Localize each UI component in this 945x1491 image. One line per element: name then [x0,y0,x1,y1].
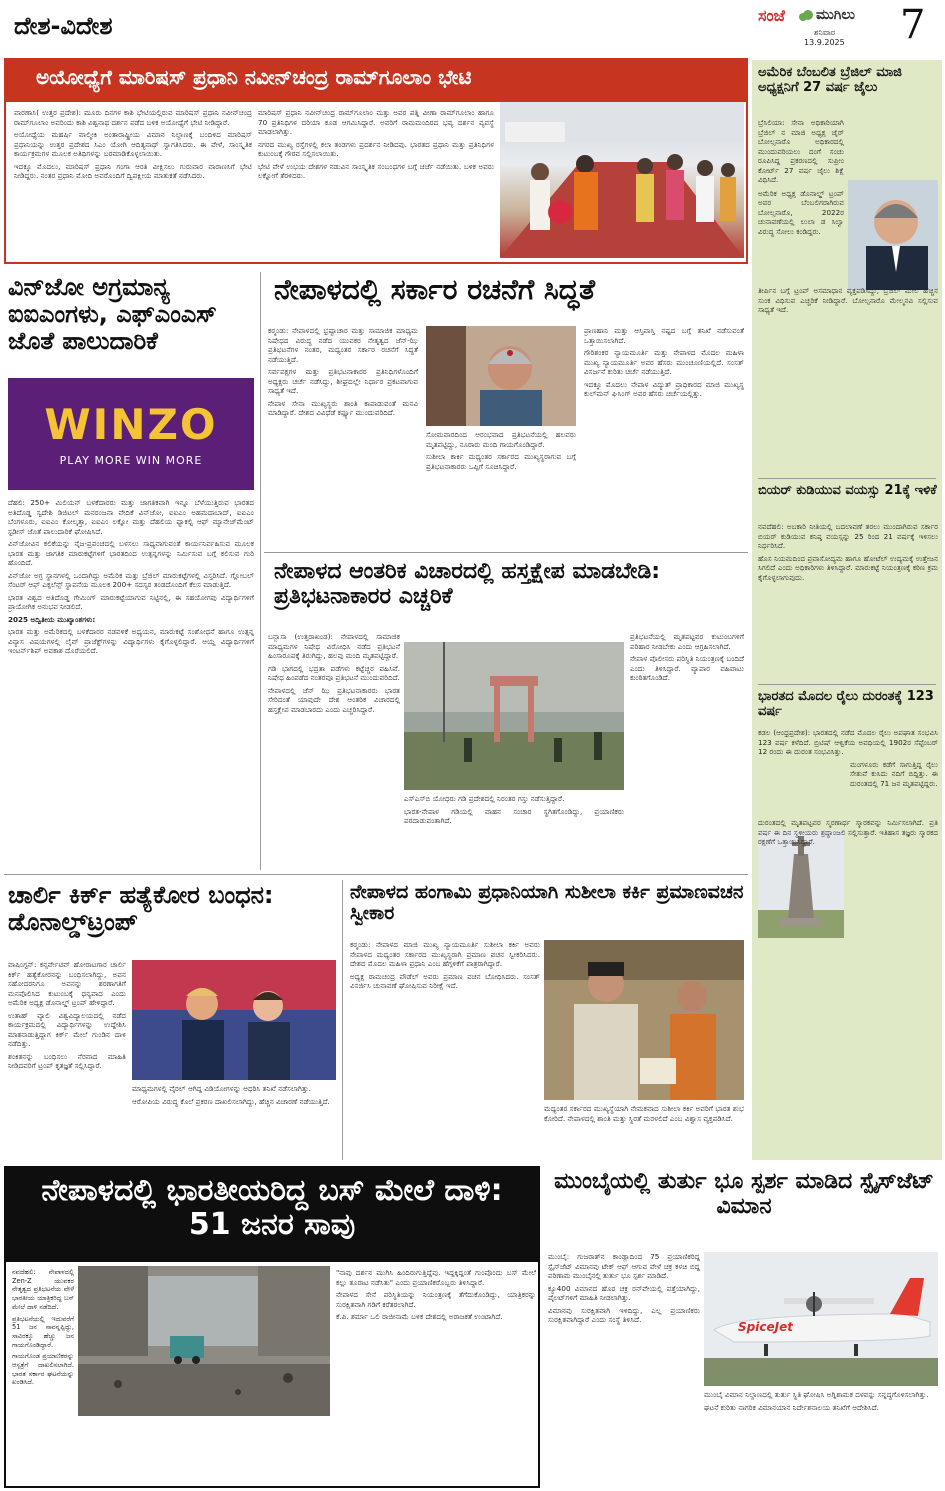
nepal-protest-para: ಭಾರತ-ನೇಪಾಳ ಗಡಿಯಲ್ಲಿ ವಾಹನ ಸಂಚಾರ ಸ್ಥಗಿತಗೊಂಡಿದ್ದು, ಪ್ರಯಾಣಿಕರು ಪರದಾಡುವಂತಾಗಿದೆ. [404,806,624,825]
lead-para: ಇದಕ್ಕೂ ಮೊದಲು, ಮಾರಿಷಸ್ ಪ್ರಧಾನಿ ಗಂಗಾ ಆರತಿ ವೀಕ್ಷಿಸಲು ಗುರುವಾರ ವಾರಾಣಸಿಗೆ ಭೇಟಿ ನೀಡಿದ್ದರು. ನಂತರ ಪ್ರಧಾನಿ ಮೋದಿ ಅವರೊಂದಿಗೆ ದ್ವಿಪಕ್ಷೀಯ ಮಾತುಕತೆ ನಡೆಸಿದರು. [14,161,252,180]
spicejet-para: ಕ್ಯೂ400 ವಿಮಾನದ ಹೊರ ಚಕ್ರ ರನ್‌ವೇಯಲ್ಲಿ ಪತ್ತೆಯಾಗಿದ್ದು, ಪೈಲಟ್‌ಗಳಿಗೆ ಮಾಹಿತಿ ನೀಡಲಾಗಿತ್ತು. [548,1283,700,1302]
nepal-govt-col-1 [268,326,418,546]
nepal-govt-headline: ನೇಪಾಳದಲ್ಲಿ ಸರ್ಕಾರ ರಚನೆಗೆ ಸಿದ್ಧತೆ [274,274,596,306]
section-divider [264,552,748,553]
sushila-para: ಮಧ್ಯಂತರ ಸರ್ಕಾರದ ಮುಖ್ಯಸ್ಥೆಯಾಗಿ ನೇಮಕವಾದ ಸುಶೀಲಾ ಕರ್ಕಿ ಅವರಿಗೆ ಭಾರತ ಶುಭ ಕೋರಿದೆ. ನೇಪಾಳದಲ್ಲಿ ಶಾಂತಿ ಮತ್ತು ಸ್ಥಿರತೆ ಮರಳಲಿದೆ ಎಂಬ ವಿಶ್ವಾಸ ವ್ಯಕ್ತಪಡಿಸಿದೆ. [544,1104,744,1123]
lead-headline: ಅಯೋಧ್ಯೆಗೆ ಮಾರಿಷಸ್ ಪ್ರಧಾನಿ ನವೀನ್‌ಚಂದ್ರ ರಾಮ್‌ಗೂಲಾಂ ಭೇಟಿ [36,66,472,89]
charlie-story [4,878,340,1162]
winzo-body [8,498,254,868]
nepal-govt-para: ಸೋಮವಾರದಿಂದ ಆರಂಭವಾದ ಪ್ರತಿಭಟನೆಯಲ್ಲಿ ಹಲವರು ಮೃತಪಟ್ಟಿದ್ದು, ನೂರಾರು ಮಂದಿ ಗಾಯಗೊಂಡಿದ್ದಾರೆ. [426,430,576,449]
nepal-govt-col-3 [584,326,744,546]
sidebar-para: ತೀರ್ಪಿನ ಬಗ್ಗೆ ಟ್ರಂಪ್ ಅಸಮಾಧಾನ ವ್ಯಕ್ತಪಡಿಸಿದ್ದು, ಬ್ರೆಜಿಲ್ ಮೇಲೆ ಹೆಚ್ಚಿನ ಸುಂಕ ವಿಧಿಸುವ ಎಚ್ಚರಿಕೆ ನೀಡಿದ್ದಾರೆ. ಬೋಲ್ಸನಾರೊ ಮೇಲ್ಮನವಿ ಸಲ್ಲಿಸುವ ಸಾಧ್ಯತೆ ಇದೆ. [758,286,938,314]
nepal-govt-col-2 [426,430,576,546]
winzo-logo-text: WINZO [44,400,218,449]
lead-col-1 [14,108,252,258]
section-title: ದೇಶ-ವಿದೇಶ [14,12,113,40]
winzo-logo [8,378,254,490]
trump-kirk-photo [132,960,336,1080]
sidebar-headline-brazil: ಅಮೆರಿಕ ಬೆಂಬಲಿತ ಬ್ರೆಜಿಲ್ ಮಾಜಿ ಅಧ್ಯಕ್ಷನಿಗೆ 27 ವರ್ಷ ಜೈಲು [758,66,902,95]
winzo-para: ವಿನ್‌ಜೋವಿನ ಕಲಿಕೆಯನ್ನು ನೈಜ-ಪ್ರಪಂಚದಲ್ಲಿ ಬಳಸಲು ಸಾಧ್ಯವಾಗುವಂತೆ ಕಾರ್ಯನಿರ್ವಹಿಸುವ ಮೂಲಕ ಭಾರತ ಮತ್ತು ಜಾಗತಿಕ ಮಾರುಕಟ್ಟೆಗಳಿಗೆ ಭಾರತದಿಂದ ಉತ್ಪನ್ನಗಳನ್ನು ನಿರ್ಮಿಸುವ ಬಗ್ಗೆ ಕಲಿಸುವ ಗುರಿ ಹೊಂದಿದೆ. [8,539,254,567]
nepal-govt-para: ಸುಶೀಲಾ ಕಾರ್ಕಿ ಮಧ್ಯಂತರ ಸರ್ಕಾರದ ಮುಖ್ಯಸ್ಥರಾಗುವ ಬಗ್ಗೆ ಪ್ರತಿಭಟನಾಕಾರರು ಒಪ್ಪಿಗೆ ಸೂಚಿಸಿದ್ದಾರೆ. [426,452,576,471]
page-number: 7 [900,2,926,48]
bus-para: ಪ್ರತಿಭಟನೆಯಲ್ಲಿ ಇದುವರೆಗೆ 51 ಜನ ಸಾವನ್ನಪ್ಪಿದ್ದು, ಸಾವಿರಕ್ಕೂ ಹೆಚ್ಚು ಜನ ಗಾಯಗೊಂಡಿದ್ದಾರೆ. [12,1314,74,1349]
sidebar-divider [758,478,936,479]
bus-para: ನೇಪಾಳದ ಸೇನೆ ಪರಿಸ್ಥಿತಿಯನ್ನು ನಿಯಂತ್ರಣಕ್ಕೆ ತೆಗೆದುಕೊಂಡಿದ್ದು, ಯಾತ್ರಿಕರನ್ನು ಸುರಕ್ಷಿತವಾಗಿ ಗಡಿಗೆ ಕರೆತರಲಾಗಿದೆ. [336,1290,536,1309]
spicejet-para: ಘಟನೆ ಕುರಿತು ನಾಗರಿಕ ವಿಮಾನಯಾನ ನಿರ್ದೇಶನಾಲಯ ತನಿಖೆಗೆ ಆದೇಶಿಸಿದೆ. [704,1402,879,1412]
nepal-protest-col-2 [404,794,624,868]
winzo-story [4,270,256,870]
nepal-protest-para: ನೇಪಾಳ ಪೊಲೀಸರು ಪರಿಸ್ಥಿತಿ ನಿಯಂತ್ರಣಕ್ಕೆ ಬಂದಿದೆ ಎಂದು ತಿಳಿಸಿದ್ದಾರೆ. ವ್ಯಾಪಾರ ವಹಿವಾಟು ಕುಂಠಿತಗೊಂಡಿದೆ. [630,654,744,682]
nepal-govt-para: ಇದಕ್ಕೂ ಮೊದಲು ನೇಪಾಳ ವಿದ್ಯುತ್ ಪ್ರಾಧಿಕಾರದ ಮಾಜಿ ಮುಖ್ಯಸ್ಥ ಕುಲ್‌ಮನ್ ಘಿಸಿಂಗ್ ಅವರ ಹೆಸರು ಚರ್ಚೆಯಲ್ಲಿತ್ತು. [584,379,744,398]
sidebar-para: ಬ್ರೆಸಿಲಿಯಾ: ಸೇನಾ ಅಧಿಕಾರಿಯಾಗಿ ಬ್ರೆಜಿಲ್ ನ ಮಾಜಿ ಅಧ್ಯಕ್ಷ ಜೈರ್ ಬೋಲ್ಸನಾರೊ ಅಧಿಕಾರದಲ್ಲಿ ಮುಂದುವರಿಯಲು ದಂಗೆ ಸಂಚು ರೂಪಿಸಿದ್ದ ಪ್ರಕರಣದಲ್ಲಿ ಸುಪ್ರೀಂ ಕೋರ್ಟ್ 27 ವರ್ಷ ಜೈಲು ಶಿಕ್ಷೆ ವಿಧಿಸಿದೆ. [758,118,844,184]
bus-para: "ನಾವು ದರ್ಶನ ಮುಗಿಸಿ ಹಿಂದಿರುಗುತ್ತಿದ್ದೆವು. ಇದ್ದಕ್ಕಿದ್ದಂತೆ ಗುಂಪೊಂದು ಬಸ್ ಮೇಲೆ ಕಲ್ಲು ತೂರಾಟ ನಡೆಸಿತು" ಎಂದು ಪ್ರಯಾಣಿಕರೊಬ್ಬರು ತಿಳಿಸಿದ್ದಾರೆ. [336,1268,536,1287]
sidebar-headline-rail: ಭಾರತದ ಮೊದಲ ರೈಲು ದುರಂತಕ್ಕೆ 123 ವರ್ಷ [758,690,934,719]
spicejet-plane-photo [704,1252,938,1386]
spicejet-col-2 [704,1390,938,1484]
spicejet-para: ಮುಂಬೈ ವಿಮಾನ ನಿಲ್ದಾಣದಲ್ಲಿ ತುರ್ತು ಸ್ಥಿತಿ ಘೋಷಿಸಿ ಅಗ್ನಿಶಾಮಕ ದಳವನ್ನು ಸನ್ನದ್ಧಗೊಳಿಸಲಾಗಿತ್ತು. [704,1390,929,1399]
bus-col-2 [336,1268,536,1482]
sushila-karki-photo [426,326,576,426]
lead-col-2 [258,108,494,258]
charlie-para: ಆರೋಪಿಯ ವಿರುದ್ಧ ಕೊಲೆ ಪ್ರಕರಣ ದಾಖಲಿಸಲಾಗಿದ್ದು, ಹೆಚ್ಚಿನ ವಿಚಾರಣೆ ನಡೆಯುತ್ತಿದೆ. [132,1096,330,1106]
issue-date: 13.9.2025 [804,38,845,47]
sushila-headline: ನೇಪಾಳದ ಹಂಗಾಮಿ ಪ್ರಧಾನಿಯಾಗಿ ಸುಶೀಲಾ ಕರ್ಕಿ ಪ್ರಮಾಣವಚನ ಸ್ವೀಕಾರ [350,882,744,925]
sidebar-divider [758,684,936,685]
page-header [0,0,945,55]
oath-ceremony-photo [544,940,744,1100]
kathmandu-street-photo [78,1266,330,1416]
sidebar-body-rail [758,728,938,1158]
winzo-para: ವಿನ್‌ಜೋ ಅಗ್ರ ಸ್ಥಾನಗಳಲ್ಲಿ ಒಂದಾಗಿದ್ದು ಅಮೆರಿಕ ಮತ್ತು ಬ್ರೆಜಿಲ್ ಮಾರುಕಟ್ಟೆಗಳಲ್ಲಿ ವಿಸ್ತರಿಸಿದೆ. ಗ್ಲೋಬಲ್ ಸೆಂಟರ್ ಆಫ್ ಎಕ್ಸಲೆನ್ಸ್ ಸ್ಥಾಪನೆಯ ಮೂಲಕ 200+ ಸದಸ್ಯರ ತಂಡದೊಂದಿಗೆ ಕೆಲಸ ಮಾಡುತ್ತಿದೆ. [8,570,254,589]
bus-para: ಕೆ.ಪಿ. ಶರ್ಮಾ ಒಲಿ ರಾಜೀನಾಮೆ ಬಳಿಕ ದೇಶದಲ್ಲಿ ಅರಾಜಕತೆ ಉಂಟಾಗಿದೆ. [336,1312,503,1321]
charlie-para: ಉತಾಹ್ ವ್ಯಾಲಿ ವಿಶ್ವವಿದ್ಯಾಲಯದಲ್ಲಿ ನಡೆದ ಕಾರ್ಯಕ್ರಮದಲ್ಲಿ ವಿದ್ಯಾರ್ಥಿಗಳನ್ನು ಉದ್ದೇಶಿಸಿ ಮಾತನಾಡುತ್ತಿದ್ದಾಗ ಕಿರ್ಕ್ ಮೇಲೆ ಗುಂಡಿನ ದಾಳಿ ನಡೆದಿತ್ತು. [8,1010,126,1048]
right-sidebar [752,60,942,1160]
nepal-govt-para: ನೇಪಾಳ ಸೇನಾ ಮುಖ್ಯಸ್ಥರು ಶಾಂತಿ ಕಾಪಾಡುವಂತೆ ಮನವಿ ಮಾಡಿದ್ದಾರೆ. ದೇಶದ ವಿವಿಧೆಡೆ ಕರ್ಫ್ಯೂ ಮುಂದುವರಿದಿದೆ. [268,398,418,417]
nepal-govt-para: ಗೌರಿಶಂಕರ ನ್ಯಾಯಮೂರ್ತಿ ಮತ್ತು ನೇಪಾಳದ ಮೊದಲ ಮಹಿಳಾ ಮುಖ್ಯ ನ್ಯಾಯಮೂರ್ತಿ ಅವರ ಹೆಸರು ಮುಂಚೂಣಿಯಲ್ಲಿದೆ. ಸಂಸತ್ ವಿಸರ್ಜನೆ ಕುರಿತು ಚರ್ಚೆ ನಡೆಯುತ್ತಿದೆ. [584,348,744,376]
charlie-headline: ಚಾರ್ಲಿ ಕಿರ್ಕ್ ಹತ್ಯೆಕೋರ ಬಂಧನ: ಡೊನಾಲ್ಡ್‌ಟ್ರಂಪ್ [8,882,274,936]
border-gate-photo [404,642,624,790]
charlie-col-2 [132,1084,336,1158]
sidebar-headline-beer: ಬಿಯರ್ ಕುಡಿಯುವ ವಯಸ್ಸು 21ಕ್ಕೆ ಇಳಿಕೆ [758,484,937,498]
winzo-tagline: PLAY MORE WIN MORE [59,454,203,467]
nepal-govt-story [264,270,748,550]
bus-para: ಗಾಯಗೊಂಡ ಪ್ರಯಾಣಿಕರನ್ನು ಆಸ್ಪತ್ರೆಗೆ ದಾಖಲಿಸಲಾಗಿದೆ. ಭಾರತ ಸರ್ಕಾರ ಘಟನೆಯನ್ನು ಖಂಡಿಸಿದೆ. [12,1352,74,1387]
lead-story [4,102,748,264]
lead-photo-ayodhya-welcome [500,102,744,258]
winzo-headline: ವಿನ್‌ಜೋ ಅಗ್ರಮಾನ್ಯ ಐಐಎಂಗಳು, ಎಫ್‌ಎಂಎಸ್ ಜೊತೆ ಪಾಲುದಾರಿಕೆ [8,274,217,355]
nepal-govt-para: ಕಠ್ಮಂಡು: ನೇಪಾಳದಲ್ಲಿ ಭ್ರಷ್ಟಾಚಾರ ಮತ್ತು ಸಾಮಾಜಿಕ ಮಾಧ್ಯಮ ನಿಷೇಧದ ವಿರುದ್ಧ ನಡೆದ ಯುವಕರ ನೇತೃತ್ವದ ಜೆನ್-ಝಿ ಪ್ರತಿಭಟನೆಗಳ ನಂತರ, ಮಧ್ಯಂತರ ಸರ್ಕಾರ ರಚನೆಗೆ ಸಿದ್ಧತೆ ನಡೆಯುತ್ತಿದೆ. [268,326,418,364]
sushila-col-2 [544,1104,744,1158]
lead-para: ಭೇಟಿ ವೇಳೆ ಉಭಯ ದೇಶಗಳ ನಡುವಿನ ಸಾಂಸ್ಕೃತಿಕ ಸಂಬಂಧಗಳ ಬಗ್ಗೆ ಚರ್ಚೆ ನಡೆಯಿತು. ಬಳಿಕ ಅವರು ಲಕ್ನೋಗೆ ತೆರಳಿದರು. [258,161,494,180]
column-divider [342,880,343,1160]
nepal-govt-para: ಪ್ರಾಣಹಾನಿ ಮತ್ತು ಆಸ್ತಿಪಾಸ್ತಿ ನಷ್ಟದ ಬಗ್ಗೆ ತನಿಖೆ ನಡೆಸುವಂತೆ ಒತ್ತಾಯಿಸಲಾಗಿದೆ. [584,326,744,345]
sidebar-para: ಅಮೆರಿಕ ಅಧ್ಯಕ್ಷ ಡೊನಾಲ್ಡ್ ಟ್ರಂಪ್ ಅವರ ಬೆಂಬಲಿಗರಾಗಿರುವ ಬೋಲ್ಸನಾರೊ, 2022ರ ಚುನಾವಣೆಯಲ್ಲಿ ಲುಲಾ ಡ ಸಿಲ್ವಾ ವಿರುದ್ಧ ಸೋಲು ಕಂಡಿದ್ದರು. [758,188,844,236]
sushila-col-1 [350,940,540,1158]
spicejet-para: ಮುಂಬೈ: ಗುಜರಾತ್‌ನ ಕಾಂಡ್ಲಾದಿಂದ 75 ಪ್ರಯಾಣಿಕರಿದ್ದ ಸ್ಪೈಸ್‌ಜೆಟ್ ವಿಮಾನವು ಟೇಕ್ ಆಫ್ ಆಗುವ ವೇಳೆ ಚಕ್ರ ಕಳಚಿ ಬಿದ್ದ ಪರಿಣಾಮ ಮುಂಬೈನಲ್ಲಿ ತುರ್ತು ಭೂ ಸ್ಪರ್ಶ ಮಾಡಿದೆ. [548,1252,700,1280]
charlie-para: ಮಾಧ್ಯಮಗಳಲ್ಲಿ ವೈರಲ್ ಆಗಿದ್ದ ವಿಡಿಯೋಗಳನ್ನು ಆಧರಿಸಿ ತನಿಖೆ ನಡೆಸಲಾಗಿತ್ತು. [132,1084,311,1093]
bus-col-1 [12,1268,74,1482]
nepal-protest-col-3 [630,632,744,868]
masthead [758,6,900,50]
winzo-subhead: 2025 ಅದ್ವಿತೀಯ ಮುಖ್ಯಾಂಶಗಳು: [8,614,96,624]
charlie-para: ಶಂಕಿತನನ್ನು ಬಂಧಿಸಲು ನೆರವಾದ ಮಾಹಿತಿ ನೀಡಿದವರಿಗೆ ಟ್ರಂಪ್ ಕೃತಜ್ಞತೆ ಸಲ್ಲಿಸಿದ್ದಾರೆ. [8,1051,126,1070]
lead-para: ಅಯೋಧ್ಯೆಯ ಮಹರ್ಷಿ ವಾಲ್ಮೀಕಿ ಅಂತಾರಾಷ್ಟ್ರೀಯ ವಿಮಾನ ನಿಲ್ದಾಣಕ್ಕೆ ಬಂದಿಳಿದ ಮಾರಿಷಸ್ ಪ್ರಧಾನಿಯನ್ನು ಉತ್ತರ ಪ್ರದೇಶದ ಸಿಎಂ ಯೋಗಿ ಆದಿತ್ಯನಾಥ್ ಸ್ವಾಗತಿಸಿದರು. ಈ ವೇಳೆ, ಸಾಂಸ್ಕೃತಿಕ ಕಾರ್ಯಕ್ರಮಗಳ ಮೂಲಕ ಅತಿಥಿಗಳನ್ನು ಬರಮಾಡಿಕೊಳ್ಳಲಾಯಿತು. [14,130,252,158]
nepal-protest-para: ಗಡಿ ಭಾಗದಲ್ಲಿ ಭದ್ರತಾ ಪಡೆಗಳು ಕಟ್ಟೆಚ್ಚರ ವಹಿಸಿವೆ. ನಿಷೇಧ ಹಿಂಪಡೆದ ನಂತರವೂ ಪ್ರತಿಭಟನೆ ಮುಂದುವರಿದಿದೆ. [268,663,400,682]
lead-headline-banner [4,58,748,102]
section-divider [4,874,748,875]
column-divider [260,272,261,870]
sidebar-para: ನವದೆಹಲಿ: ಅಬಕಾರಿ ನೀತಿಯಲ್ಲಿ ಬದಲಾವಣೆ ತರಲು ಮುಂದಾಗಿರುವ ಸರ್ಕಾರ ಬಿಯರ್ ಕುಡಿಯುವ ಕನಿಷ್ಠ ವಯಸ್ಸನ್ನು 25 ರಿಂದ 21 ವರ್ಷಕ್ಕೆ ಇಳಿಸಲು ನಿರ್ಧರಿಸಿದೆ. [758,522,938,550]
sidebar-para: ಮಂಗಳೂರು ಕಡೆಗೆ ಸಾಗುತ್ತಿದ್ದ ರೈಲು ಸೇತುವೆ ಕುಸಿದು ನದಿಗೆ ಬಿದ್ದಿತ್ತು. ಈ ದುರಂತದಲ್ಲಿ 71 ಜನ ಮೃತಪಟ್ಟಿದ್ದರು. [850,759,938,788]
brand-name-part2: ಮುಗಿಲು [816,7,855,23]
nepal-protest-para: ಬನ್ಬಾಸಾ (ಉತ್ತರಾಖಂಡ): ನೇಪಾಳದಲ್ಲಿ ಸಾಮಾಜಿಕ ಮಾಧ್ಯಮಗಳ ನಿಷೇಧ ವಿರೋಧಿಸಿ ನಡೆದ ಪ್ರತಿಭಟನೆ ಹಿಂಸಾರೂಪಕ್ಕೆ ತಿರುಗಿದ್ದು, ಹಲವು ಮಂದಿ ಮೃತಪಟ್ಟಿದ್ದಾರೆ. [268,632,400,660]
sushila-story [346,878,748,1162]
cloud-icon [798,8,814,22]
sidebar-body-brazil [758,118,938,478]
nepal-protest-col-1 [268,632,400,868]
charlie-para: ವಾಷಿಂಗ್ಟನ್: ಕನ್ಸರ್ವೇಟಿವ್ ಹೋರಾಟಗಾರ ಚಾರ್ಲಿ ಕಿರ್ಕ್ ಹತ್ಯೆಕೋರನನ್ನು ಬಂಧಿಸಲಾಗಿದ್ದು, ಅವನ ಸಹೋದರನಿಗೂ ಅವನನ್ನು ಶರಣಾಗತಿಗೆ ಮನವೊಲಿಸಿದ ಕುಟುಂಬಕ್ಕೆ ಧನ್ಯವಾದ ಎಂದು ಅಮೆರಿಕ ಅಧ್ಯಕ್ಷ ಡೊನಾಲ್ಡ್ ಟ್ರಂಪ್ ಹೇಳಿದ್ದಾರೆ. [8,960,126,1007]
nepal-protest-story [264,556,748,870]
nepal-govt-para: ಸರ್ವಪಕ್ಷಗಳ ಮತ್ತು ಪ್ರತಿಭಟನಾಕಾರರ ಪ್ರತಿನಿಧಿಗಳೊಂದಿಗೆ ಅಧ್ಯಕ್ಷರು ಚರ್ಚೆ ನಡೆಸಿದ್ದು, ಶೀಘ್ರದಲ್ಲೇ ನಿರ್ಧಾರ ಪ್ರಕಟವಾಗುವ ಸಾಧ್ಯತೆ ಇದೆ. [268,367,418,395]
spicejet-col-1 [548,1252,700,1484]
spicejet-story [544,1166,942,1488]
nepal-protest-para: ಎಸ್‌ಎಸ್‌ಬಿ ಯೋಧರು ಗಡಿ ಪ್ರದೇಶದಲ್ಲಿ ನಿರಂತರ ಗಸ್ತು ನಡೆಸುತ್ತಿದ್ದಾರೆ. [404,794,565,803]
winzo-para: ದೆಹಲಿ: 250+ ಮಿಲಿಯನ್ ಬಳಕೆದಾರರು ಮತ್ತು ಜಾಗತಿಕವಾಗಿ ಇನ್ನೂ ಬೆಳೆಯುತ್ತಿರುವ ಭಾರತದ ಅತಿದೊಡ್ಡ ಸ್ವದೇಶಿ ಡಿಜಿಟಲ್ ಮನರಂಜನಾ ವೇದಿಕೆ ವಿನ್‌ಜೋ, ಐಐಎಂ ಅಹಮದಾಬಾದ್, ಐಐಎಂ ಬೆಂಗಳೂರು, ಐಐಎಂ ಕೋಲ್ಕತ್ತಾ, ಐಐಎಂ ಲಕ್ನೋ ಮತ್ತು ದೆಹಲಿಯ ಫ್ಯಾಕಲ್ಟಿ ಆಫ್ ಮ್ಯಾನೇಜ್‌ಮೆಂಟ್ ಸ್ಟಡೀಸ್ ಜೊತೆ ಪಾಲುದಾರಿಕೆ ಘೋಷಿಸಿದೆ. [8,498,254,536]
lead-para: ಮಾರಿಷಸ್ ಪ್ರಧಾನಿ ನವೀನ್‌ಚಂದ್ರ ರಾಮ್‌ಗೂಲಾಂ ಮತ್ತು ಅವರ ಪತ್ನಿ ವೀಣಾ ರಾಮ್‌ಗೂಲಾಂ ಹಾಗೂ 70 ಪ್ರತಿನಿಧಿಗಳ ದರಿಯಾ ಕೂಡ ಆಗಮಿಸಿದ್ದಾರೆ. ಅವರಿಗೆ ರಾಮಮಂದಿರದ ಭವ್ಯ ದರ್ಶನ ವ್ಯವಸ್ಥೆ ಮಾಡಲಾಗಿತ್ತು. [258,108,494,136]
bus-headline: ನೇಪಾಳದಲ್ಲಿ ಭಾರತೀಯರಿದ್ದ ಬಸ್ ಮೇಲೆ ದಾಳಿ: 51 ಜನರ ಸಾವು [41,1174,503,1242]
bus-story [4,1262,540,1488]
spicejet-livery-text: SpiceJet [738,1320,793,1334]
bus-headline-banner [4,1166,540,1262]
brand-name-part1: ಸಂಜೆ [758,6,785,25]
winzo-para: ಭಾರತ ಮತ್ತು ಅಮೆರಿಕದಲ್ಲಿ ಬಳಕೆದಾರರ ನಡವಳಿಕೆ ಅಧ್ಯಯನ, ಮಾರುಕಟ್ಟೆ ಸಂಶೋಧನೆ ಹಾಗೂ ಉತ್ಪನ್ನ ವಿನ್ಯಾಸ ವಿಷಯಗಳಲ್ಲಿ ಲೈವ್ ಪ್ರಾಜೆಕ್ಟ್‌ಗಳನ್ನು ವಿದ್ಯಾರ್ಥಿಗಳು ಕೈಗೊಳ್ಳಲಿದ್ದಾರೆ. ಆಯ್ದ ವಿದ್ಯಾರ್ಥಿಗಳಿಗೆ ಇಂಟರ್ನ್‌ಶಿಪ್ ಅವಕಾಶ ದೊರೆಯಲಿದೆ. [8,627,254,655]
sidebar-para: ಹೊಸ ನಿಯಮದಿಂದ ಪ್ರವಾಸೋದ್ಯಮ ಹಾಗೂ ಹೋಟೆಲ್ ಉದ್ಯಮಕ್ಕೆ ಉತ್ತೇಜನ ಸಿಗಲಿದೆ ಎಂದು ಅಧಿಕಾರಿಗಳು ತಿಳಿಸಿದ್ದಾರೆ. ಮಾರುಕಟ್ಟೆ ನಿಯಂತ್ರಣಕ್ಕೆ ಕಠಿಣ ಕ್ರಮ ಕೈಗೊಳ್ಳಲಾಗುವುದು. [758,553,938,582]
sidebar-para: ಕಡಲ (ಆಂಧ್ರಪ್ರದೇಶ): ಭಾರತದಲ್ಲಿ ನಡೆದ ಮೊದಲ ರೈಲು ಅಪಘಾತ ಸಂಭವಿಸಿ 123 ವರ್ಷ ಕಳೆದಿದೆ. ಬ್ರಿಟಿಷ್ ಆಳ್ವಿಕೆಯ ಅವಧಿಯಲ್ಲಿ 1902ರ ಸೆಪ್ಟೆಂಬರ್ 12 ರಂದು ಈ ದುರಂತ ಸಂಭವಿಸಿತ್ತು. [758,728,938,756]
issue-day: ಶನಿವಾರ [814,28,836,37]
sushila-para: ಕಠ್ಮಂಡು: ನೇಪಾಳದ ಮಾಜಿ ಮುಖ್ಯ ನ್ಯಾಯಮೂರ್ತಿ ಸುಶೀಲಾ ಕರ್ಕಿ ಅವರು ನೇಪಾಳದ ಮಧ್ಯಂತರ ಸರ್ಕಾರದ ಮುಖ್ಯಸ್ಥರಾಗಿ ಪ್ರಮಾಣ ವಚನ ಸ್ವೀಕರಿಸಿದರು. ದೇಶದ ಮೊದಲ ಮಹಿಳಾ ಪ್ರಧಾನಿ ಎಂಬ ಹೆಗ್ಗಳಿಕೆಗೆ ಪಾತ್ರರಾಗಿದ್ದಾರೆ. [350,940,540,968]
lead-para: ವಾರಣಾಸಿ( ಉತ್ತರ ಪ್ರದೇಶ): ಮೂರು ದಿನಗಳ ಕಾಶಿ ಭೇಟಿಯಲ್ಲಿರುವ ಮಾರಿಷಸ್ ಪ್ರಧಾನಿ ನವೀನ್‌ಚಂದ್ರ ರಾಮ್‌ಗೂಲಾಂ ಅವರಿಂದು ಕಾಶಿ ವಿಶ್ವನಾಥ ದರ್ಶನ ಪಡೆದ ಬಳಿಕ ಅಯೋಧ್ಯೆಗೆ ಭೇಟಿ ನೀಡಿದ್ದಾರೆ. [14,108,252,127]
spicejet-para: ವಿಮಾನವು ಸುರಕ್ಷಿತವಾಗಿ ಇಳಿದಿದ್ದು, ಎಲ್ಲ ಪ್ರಯಾಣಿಕರು ಸುರಕ್ಷಿತವಾಗಿದ್ದಾರೆ ಎಂದು ಸಂಸ್ಥೆ ತಿಳಿಸಿದೆ. [548,1305,700,1324]
nepal-protest-para: ಪ್ರತಿಭಟನೆಯಲ್ಲಿ ಮೃತಪಟ್ಟವರ ಕುಟುಂಬಗಳಿಗೆ ಪರಿಹಾರ ನೀಡಬೇಕು ಎಂದು ಆಗ್ರಹಿಸಲಾಗಿದೆ. [630,632,744,651]
bus-para: ನವದೆಹಲಿ: ನೇಪಾಳದಲ್ಲಿ Zen-Z ಯುವಕರ ನೇತೃತ್ವದ ಪ್ರತಿಭಟನೆಯ ವೇಳೆ ಭಾರತೀಯ ಯಾತ್ರಿಕರಿದ್ದ ಬಸ್ ಮೇಲೆ ದಾಳಿ ನಡೆದಿದೆ. [12,1268,74,1311]
spicejet-headline: ಮುಂಬೈಯಲ್ಲಿ ತುರ್ತು ಭೂ ಸ್ಪರ್ಶ ಮಾಡಿದ ಸ್ಪೈಸ್‌ಜೆಟ್ ವಿಮಾನ [554,1170,934,1219]
lead-para: ನಗರದ ಮುಖ್ಯ ರಸ್ತೆಗಳಲ್ಲಿ ಕಲಾ ತಂಡಗಳು ಪ್ರದರ್ಶನ ನೀಡಿದವು. ಭಾರತದ ಪ್ರಧಾನಿ ಮತ್ತು ಪ್ರತಿನಿಧಿಗಳ ಕುಟುಂಬಕ್ಕೆ ಗೌರವ ಸಲ್ಲಿಸಲಾಯಿತು. [258,139,494,158]
winzo-para: ಭಾರತ ವಿಶ್ವದ ಅತಿದೊಡ್ಡ ಗೇಮಿಂಗ್ ಮಾರುಕಟ್ಟೆಯಾಗುವ ನಿಟ್ಟಿನಲ್ಲಿ, ಈ ಸಹಯೋಗವು ವಿದ್ಯಾರ್ಥಿಗಳಿಗೆ ಪ್ರಾಯೋಗಿಕ ಅನುಭವ ನೀಡಲಿದೆ. [8,592,254,611]
sidebar-para: ದುರಂತದಲ್ಲಿ ಮೃತಪಟ್ಟವರ ಸ್ಮರಣಾರ್ಥ ಸ್ಮಾರಕವನ್ನು ನಿರ್ಮಿಸಲಾಗಿದೆ. ಪ್ರತಿ ವರ್ಷ ಈ ದಿನ ಸ್ಥಳೀಯರು ಶ್ರದ್ಧಾಂಜಲಿ ಸಲ್ಲಿಸುತ್ತಾರೆ. ಇತಿಹಾಸ ತಜ್ಞರು ಸ್ಮಾರಕದ ರಕ್ಷಣೆಗೆ ಒತ್ತಾಯಿಸಿದ್ದಾರೆ. [758,818,938,846]
sushila-para: ಅಧ್ಯಕ್ಷ ರಾಮಚಂದ್ರ ಪೌಡೆಲ್ ಅವರು ಪ್ರಮಾಣ ವಚನ ಬೋಧಿಸಿದರು. ಸಂಸತ್ ವಿಸರ್ಜಿಸಿ ಚುನಾವಣೆ ಘೋಷಿಸುವ ನಿರೀಕ್ಷೆ ಇದೆ. [350,971,540,990]
sidebar-body-beer [758,522,938,682]
charlie-col-1 [8,960,126,1158]
nepal-protest-headline: ನೇಪಾಳದ ಆಂತರಿಕ ವಿಚಾರದಲ್ಲಿ ಹಸ್ತಕ್ಷೇಪ ಮಾಡಬೇಡಿ: ಪ್ರತಿಭಟನಾಕಾರರ ಎಚ್ಚರಿಕೆ [274,560,661,609]
nepal-protest-para: ನೇಪಾಳದಲ್ಲಿ ಜೆನ್ ಝಿ ಪ್ರತಿಭಟನಾಕಾರರು ಭಾರತ ಸೇರಿದಂತೆ ಯಾವುದೇ ದೇಶ ಆಂತರಿಕ ವಿಚಾರದಲ್ಲಿ ಹಸ್ತಕ್ಷೇಪ ಮಾಡಬಾರದು ಎಂದು ಎಚ್ಚರಿಸಿದ್ದಾರೆ. [268,685,400,714]
